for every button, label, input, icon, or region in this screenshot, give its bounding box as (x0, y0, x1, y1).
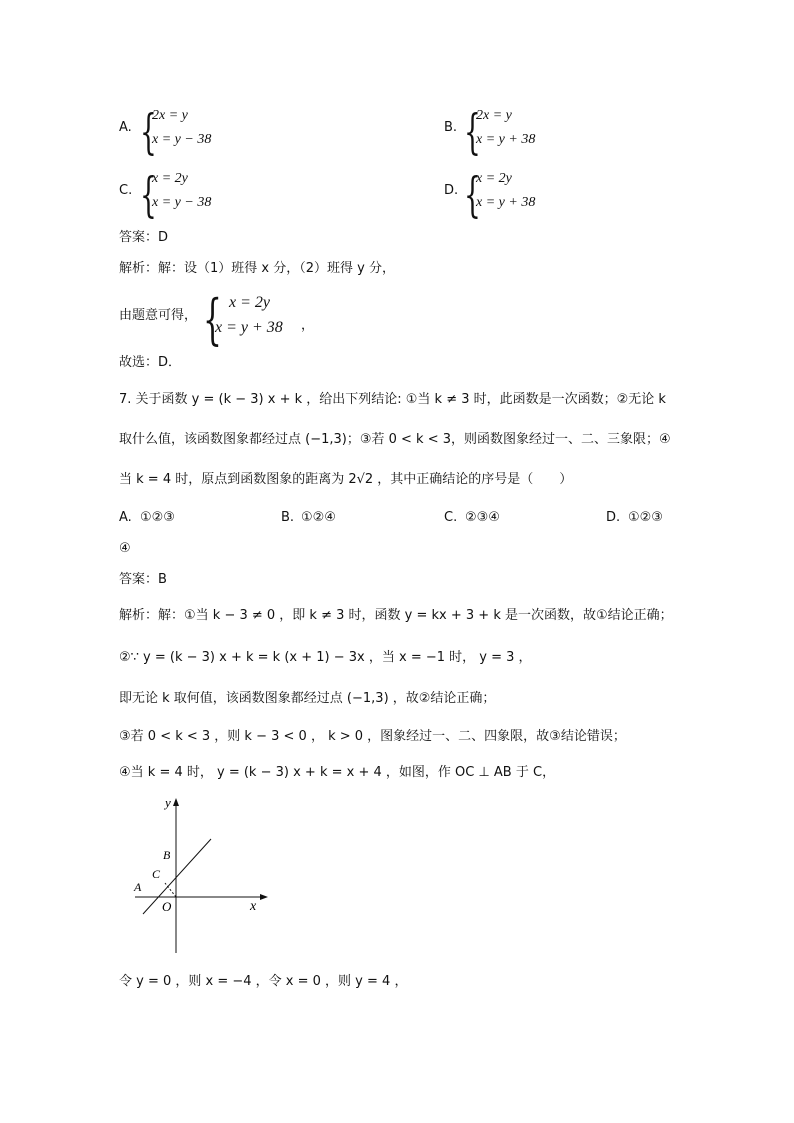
analysis-6-suffix: ， (301, 318, 315, 333)
option-label: A. (119, 510, 132, 525)
option-label: C. (444, 510, 458, 525)
coordinate-figure (125, 793, 275, 955)
equation: x = y + 38 (215, 319, 283, 336)
last-line: 令 y = 0 ，则 x = −4 ，令 x = 0 ，则 y = 4 ， (119, 974, 408, 989)
option-label: C. (119, 183, 133, 198)
equation: x = 2y (476, 171, 512, 186)
q7-line3: 当 k = 4 时，原点到函数图象的距离为 2√2 ，其中正确结论的序号是（ ） (119, 472, 573, 487)
brace: { (464, 167, 481, 223)
point-b-label: B (163, 848, 171, 862)
option-label: B. (444, 120, 458, 135)
option-label: B. (281, 510, 295, 525)
point-c-label: C (152, 867, 161, 881)
equation: 2x = y (476, 108, 512, 123)
brace: { (140, 167, 157, 223)
conclusion-6: 故选：D． (119, 355, 182, 370)
analysis-6-line1: 解析：解：设（1）班得 x 分，（2）班得 y 分， (119, 261, 395, 276)
option-text: ①②③ (140, 510, 175, 525)
analysis-6-prefix: 由题意可得， (119, 308, 198, 323)
option-label: A. (119, 120, 132, 135)
x-label: x (250, 899, 257, 914)
point-a-label: A (134, 880, 142, 894)
equation: x = y + 38 (476, 195, 536, 210)
equation: x = 2y (152, 171, 188, 186)
analysis-7-line5: ④当 k = 4 时， y = (k − 3) x + k = x + 4 ，如图，作 OC ⊥ AB 于 C， (119, 765, 556, 780)
analysis-7-line4: ③若 0 < k < 3 ，则 k − 3 < 0 ， k > 0 ，图象经过一、二、四象限，故③结论错误； (119, 729, 626, 744)
segment-oc (165, 883, 176, 897)
q7-line2: 取什么值，该函数图象都经过点 (−1,3)；③若 0 < k < 3，则函数图象经过一、二、三象限；④ (119, 432, 671, 447)
equation: x = y − 38 (152, 132, 212, 147)
option-label: D. (444, 183, 459, 198)
option-text: ①②④ (301, 510, 336, 525)
option-text: ①②③ (628, 510, 663, 525)
analysis-7-line3: 即无论 k 取何值，该函数图象都经过点 (−1,3) ，故②结论正确； (119, 691, 496, 706)
analysis-7-line1: 解析：解：①当 k − 3 ≠ 0 ，即 k ≠ 3 时，函数 y = kx + 3 + k 是一次函数，故①结论正确； (119, 608, 673, 623)
brace: { (464, 104, 481, 160)
answer-7: 答案：B (119, 572, 167, 587)
analysis-7-line2: ②∵ y = (k − 3) x + k = k (x + 1) − 3x ，当 x = −1 时， y = 3 ， (119, 650, 532, 665)
option-text-wrap: ④ (119, 541, 131, 556)
brace: { (203, 288, 222, 351)
option-label: D. (606, 510, 621, 525)
x-axis-arrow (260, 894, 268, 900)
origin-label: O (162, 899, 172, 914)
equation: x = y − 38 (152, 195, 212, 210)
y-axis-arrow (173, 798, 179, 806)
equation: x = 2y (229, 294, 270, 311)
y-label: y (165, 795, 171, 810)
option-text: ②③④ (465, 510, 500, 525)
answer-6: 答案：D (119, 230, 169, 245)
equation: 2x = y (152, 108, 188, 123)
brace: { (140, 104, 157, 160)
equation: x = y + 38 (476, 132, 536, 147)
q7-line1: 7. 关于函数 y = (k − 3) x + k ，给出下列结论: ①当 k ≠ 3 时，此函数是一次函数；②无论 k (119, 392, 666, 407)
